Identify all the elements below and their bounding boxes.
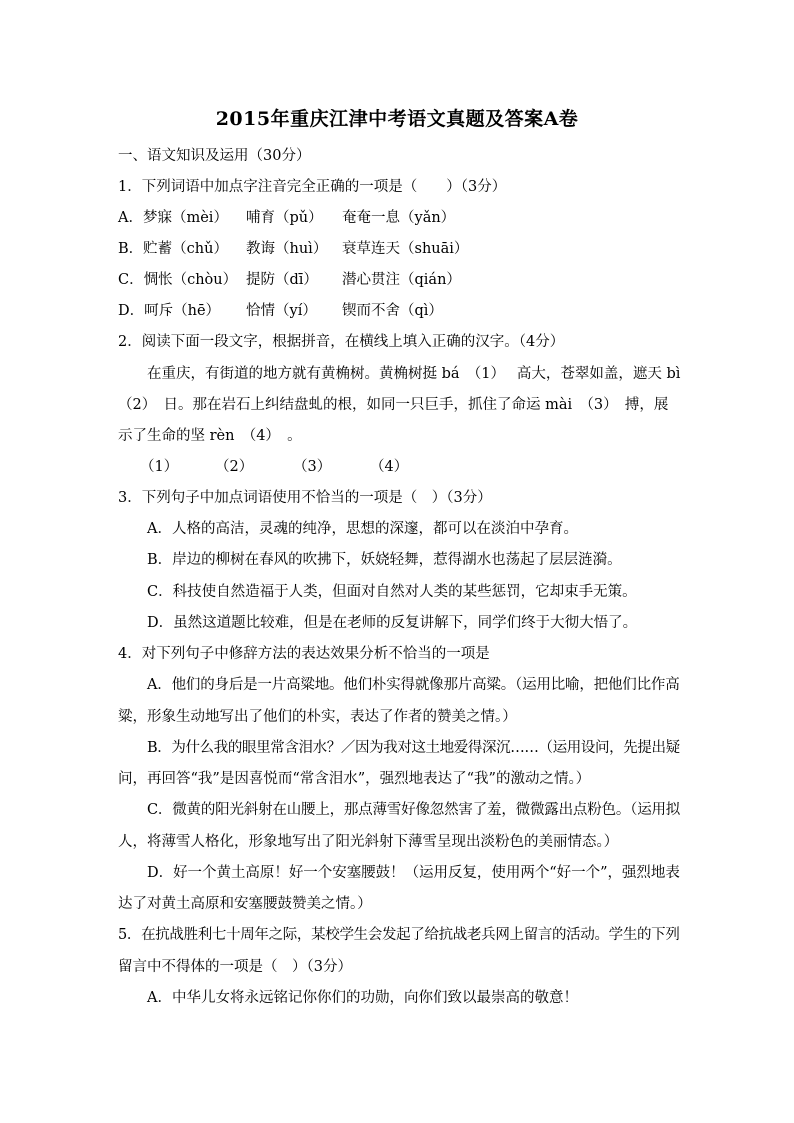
q3-option-c: C．科技使自然造福于人类，但面对自然对人类的某些惩罚，它却束手无策。 (147, 584, 637, 600)
q2-blank-3: （3） (293, 459, 332, 475)
page-title: 2015年重庆江津中考语文真题及答案A卷 (215, 108, 579, 130)
q3-option-b: B．岸边的柳树在春风的吹拂下，妖娆轻舞，惹得湖水也荡起了层层涟漪。 (147, 552, 622, 568)
q5-option-a: A．中华儿女将永远铭记你你们的功勋，向你们致以最崇高的敬意！ (147, 990, 578, 1006)
q4-option-b-line-1: B．为什么我的眼里常含泪水？／因为我对这土地爱得深沉……（运用设问，先提出疑 (147, 740, 680, 756)
q1-option-b-word3: 衰草连天（shuāi） (342, 241, 469, 257)
q4-option-a-line-1: A．他们的身后是一片高粱地。他们朴实得就像那片高粱。（运用比喻，把他们比作高 (147, 677, 680, 693)
q4-option-c-line-1: C．微黄的阳光斜射在山腰上，那点薄雪好像忽然害了羞，微微露出点粉色。（运用拟 (147, 802, 681, 818)
q2-passage-line-2: （2） 日。那在岩石上纠结盘虬的根，如同一只巨手，抓住了命运 mài （3） 搏，展 (118, 397, 669, 413)
q1-option-c-word2: 提防（dī） (246, 272, 318, 288)
q2-blank-2: （2） (215, 459, 254, 475)
q3-option-d: D．虽然这道题比较难，但是在老师的反复讲解下，同学们终于大彻大悟了。 (147, 615, 638, 631)
question-3-stem: 3．下列句子中加点词语使用不恰当的一项是（ ）（3分） (118, 490, 492, 506)
question-5-stem-line-2: 留言中不得体的一项是（ ）（3分） (118, 959, 352, 975)
q1-option-c-word3: 潜心贯注（qián） (342, 272, 461, 288)
q4-option-a-line-2: 粱，形象生动地写出了他们的朴实，表达了作者的赞美之情。） (118, 709, 517, 725)
q1-option-d-word2: 恰情（yí） (246, 303, 317, 319)
q2-passage-line-3: 示了生命的坚 rèn （4） 。 (118, 428, 302, 444)
q2-passage-line-1: 在重庆，有街道的地方就有黄桷树。黄桷树挺 bá （1） 高大，苍翠如盖，遮天 bì (147, 366, 681, 382)
q4-option-d-line-1: D．好一个黄土高原！好一个安塞腰鼓！（运用反复，使用两个“好一个”，强烈地表 (147, 865, 680, 881)
question-4-stem: 4．对下列句子中修辞方法的表达效果分析不恰当的一项是 (118, 646, 490, 662)
q3-option-a: A．人格的高洁，灵魂的纯净，思想的深邃，都可以在淡泊中孕育。 (147, 521, 578, 537)
q1-option-a-word2: 哺育（pǔ） (246, 210, 323, 226)
q1-option-b-word2: 教诲（huì） (246, 241, 328, 257)
q2-blank-4: （4） (370, 459, 409, 475)
q1-option-a: A．梦寐（mèi） (118, 210, 228, 226)
q1-option-b: B．贮蓄（chǔ） (118, 241, 228, 257)
q4-option-b-line-2: 问，再回答“我”是因喜悦而“常含泪水”，强烈地表达了“我”的激动之情。） (118, 771, 591, 787)
question-5-stem-line-1: 5．在抗战胜利七十周年之际，某校学生会发起了给抗战老兵网上留言的活动。学生的下列 (118, 927, 680, 943)
q1-option-c: C．惆怅（chòu） (118, 272, 238, 288)
question-2-stem: 2．阅读下面一段文字，根据拼音，在横线上填入正确的汉字。（4分） (118, 334, 565, 350)
q4-option-d-line-2: 达了对黄土高原和安塞腰鼓赞美之情。） (118, 896, 372, 912)
q4-option-c-line-2: 人，将薄雪人格化，形象地写出了阳光斜射下薄雪呈现出淡粉色的美丽情态。） (118, 834, 619, 850)
q1-option-d: D．呵斥（hē） (118, 303, 221, 319)
question-1-stem: 1．下列词语中加点字注音完全正确的一项是（ ）（3分） (118, 179, 507, 195)
q1-option-d-word3: 锲而不舍（qì） (342, 303, 443, 319)
q1-option-a-word3: 奄奄一息（yǎn） (342, 210, 456, 226)
section-heading: 一、语文知识及运用（30分） (118, 148, 311, 164)
q2-blank-1: （1） (140, 459, 179, 475)
